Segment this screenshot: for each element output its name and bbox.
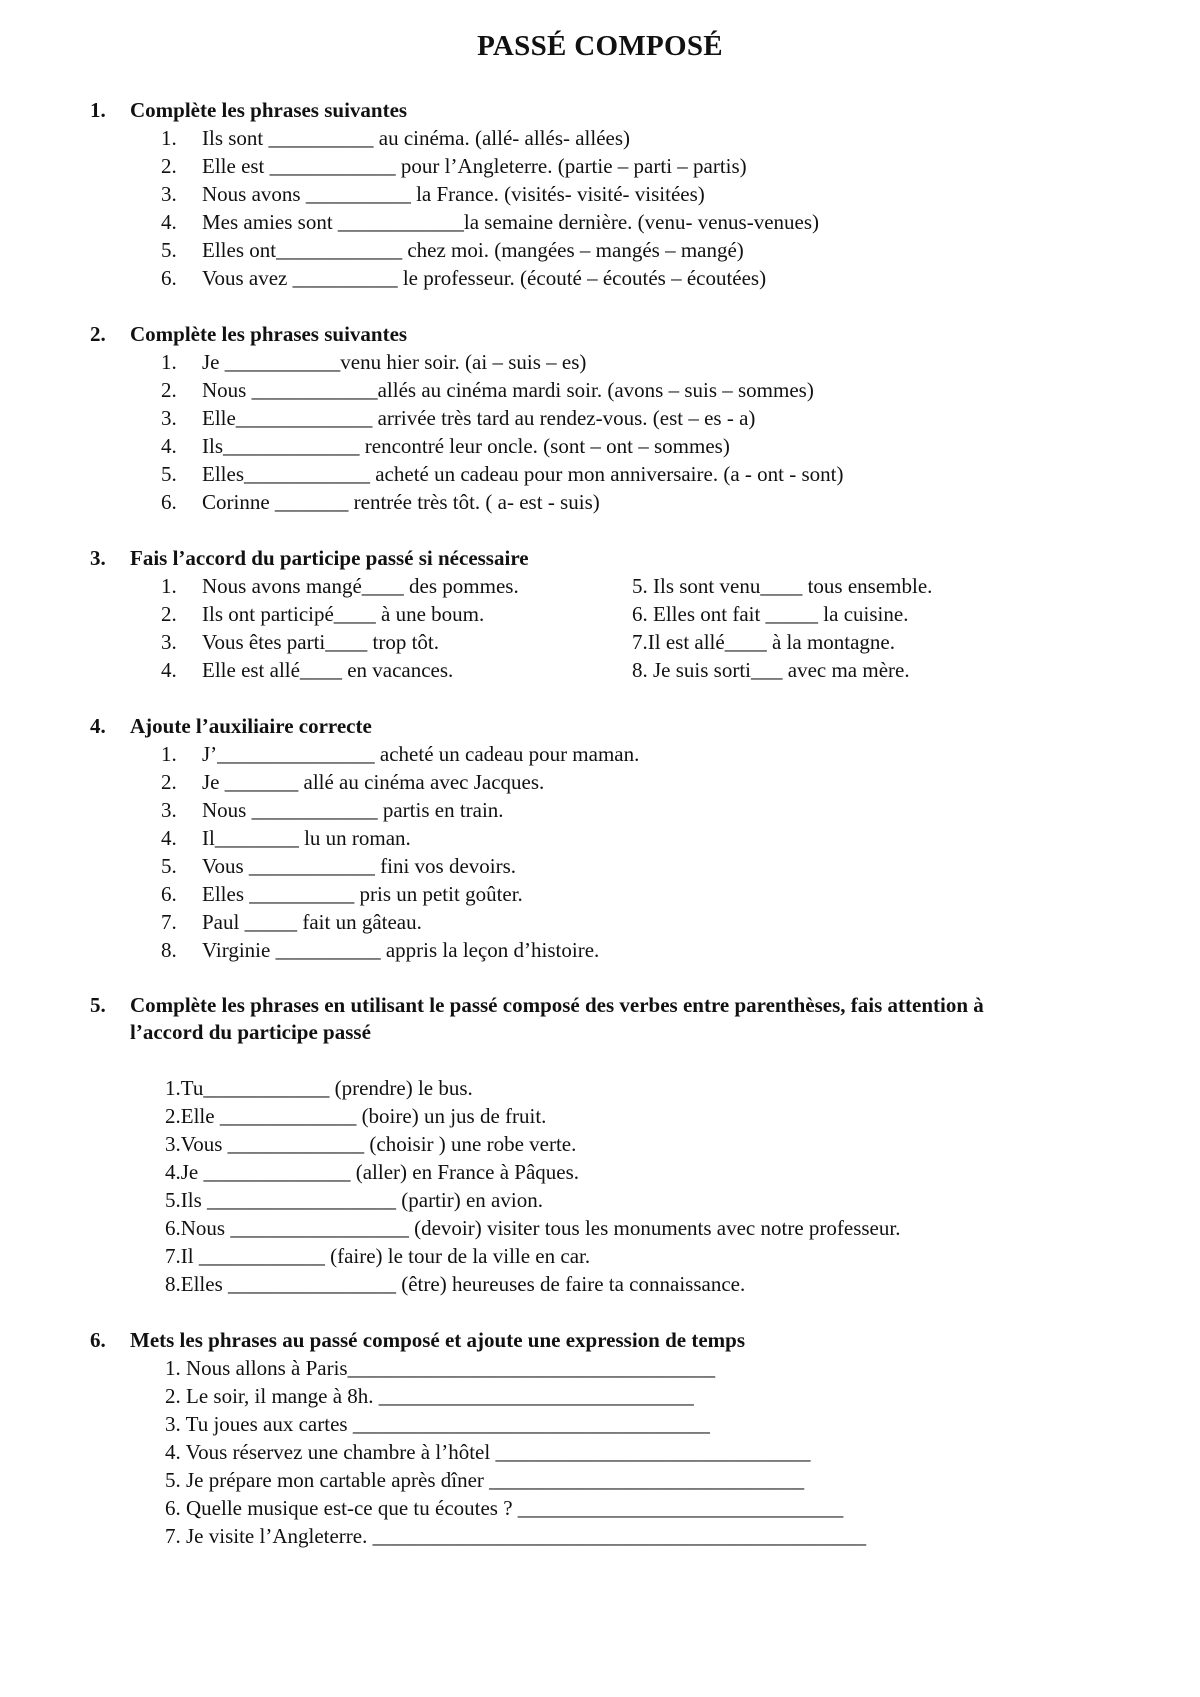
item-number: 4.: [161, 826, 177, 850]
item-number: 2.: [161, 154, 177, 178]
item-number: 6.: [161, 882, 177, 906]
item-number: 4.: [161, 658, 177, 682]
exercise-list: [90, 740, 1150, 964]
list-item: [90, 460, 1150, 488]
item-text: Ils ont participé____ à une boum.: [202, 602, 485, 626]
list-item: [90, 572, 610, 600]
item-text: Il________ lu un roman.: [202, 826, 411, 850]
list-item: [90, 600, 610, 628]
list-item: [90, 768, 1150, 796]
page-title: PASSÉ COMPOSÉ: [477, 30, 723, 62]
list-item: [90, 936, 1150, 964]
list-item: [90, 180, 1150, 208]
list-item: 4.Je ______________ (aller) en France à Pâques.: [165, 1160, 580, 1184]
section-5-heading: [90, 992, 1150, 1046]
list-item: 3.Vous _____________ (choisir ) une robe verte.: [165, 1132, 577, 1156]
item-number: 1.: [161, 742, 177, 766]
list-item: [90, 432, 1150, 460]
section-title: Mets les phrases au passé composé et ajoute une expression de temps: [130, 1328, 745, 1352]
item-text: Elles ont____________ chez moi. (mangées – mangés – mangé): [202, 238, 744, 262]
item-number: 2.: [161, 378, 177, 402]
spacer: [90, 1046, 1150, 1074]
item-text: Nous avons __________ la France. (visités- visité- visitées): [202, 182, 705, 206]
list-item: 6.Nous _________________ (devoir) visiter tous les monuments avec notre professeur.: [165, 1216, 901, 1240]
section-number: 3.: [90, 546, 106, 570]
item-number: 4.: [161, 434, 177, 458]
section-6: [90, 1327, 1150, 1550]
section-2-heading: [90, 321, 1150, 348]
item-text: Elles____________ acheté un cadeau pour mon anniversaire. (a - ont - sont): [202, 462, 844, 486]
item-text: Elle est ____________ pour l’Angleterre. (partie – parti – partis): [202, 154, 747, 178]
list-item: 4. Vous réservez une chambre à l’hôtel ______________________________: [165, 1440, 811, 1464]
item-number: 1.: [161, 574, 177, 598]
item-text: Nous ____________ partis en train.: [202, 798, 504, 822]
item-text: Elle est allé____ en vacances.: [202, 658, 454, 682]
item-text: Mes amies sont ____________la semaine dernière. (venu- venus-venues): [202, 210, 819, 234]
section-title: Fais l’accord du participe passé si nécessaire: [130, 546, 529, 570]
list-item: 7.Il est allé____ à la montagne.: [632, 630, 896, 654]
item-text: Elle_____________ arrivée très tard au rendez-vous. (est – es - a): [202, 406, 756, 430]
section-title: Complète les phrases suivantes: [130, 322, 408, 346]
section-title: Complète les phrases suivantes: [130, 98, 408, 122]
section-2: [90, 321, 1150, 516]
list-item: [90, 376, 1150, 404]
item-number: 3.: [161, 182, 177, 206]
list-item: 3. Tu joues aux cartes __________________________________: [165, 1412, 710, 1436]
item-text: Je ___________venu hier soir. (ai – suis – es): [202, 350, 587, 374]
list-item: [90, 236, 1150, 264]
list-item: 1.Tu____________ (prendre) le bus.: [165, 1076, 473, 1100]
list-item: 2. Le soir, il mange à 8h. ______________________________: [165, 1384, 694, 1408]
item-text: Vous êtes parti____ trop tôt.: [202, 630, 440, 654]
section-3-heading: [90, 545, 1150, 572]
item-number: 2.: [161, 770, 177, 794]
item-number: 7.: [161, 910, 177, 934]
item-number: 3.: [161, 630, 177, 654]
list-item: 7. Je visite l’Angleterre. _______________________________________________: [165, 1524, 867, 1548]
section-title-line-2: l’accord du participe passé: [130, 1020, 371, 1044]
list-item: [90, 404, 1150, 432]
item-number: 4.: [161, 210, 177, 234]
item-number: 5.: [161, 462, 177, 486]
list-item: [90, 880, 1150, 908]
item-text: Corinne _______ rentrée très tôt. ( a- est - suis): [202, 490, 600, 514]
section-1: [90, 97, 1150, 292]
item-number: 5.: [161, 238, 177, 262]
list-item: [90, 152, 1150, 180]
list-item: 5.Ils __________________ (partir) en avion.: [165, 1188, 543, 1212]
list-item: [90, 824, 1150, 852]
section-1-heading: [90, 97, 1150, 124]
exercise-list: [90, 1354, 1150, 1550]
item-number: 6.: [161, 266, 177, 290]
list-item: 7.Il ____________ (faire) le tour de la ville en car.: [165, 1244, 591, 1268]
item-text: Vous ____________ fini vos devoirs.: [202, 854, 517, 878]
section-title-line-1: Complète les phrases en utilisant le passé composé des verbes entre parenthèses, fais attention à: [130, 993, 984, 1017]
item-number: 1.: [161, 126, 177, 150]
section-6-heading: [90, 1327, 1150, 1354]
list-item: [90, 656, 610, 684]
item-text: Elles __________ pris un petit goûter.: [202, 882, 523, 906]
item-number: 1.: [161, 350, 177, 374]
exercise-list: [90, 124, 1150, 292]
list-item: 8.Elles ________________ (être) heureuses de faire ta connaissance.: [165, 1272, 746, 1296]
list-item: [90, 740, 1150, 768]
section-5: [90, 992, 1150, 1298]
list-item: [90, 208, 1150, 236]
item-text: Nous avons mangé____ des pommes.: [202, 574, 519, 598]
item-text: Je _______ allé au cinéma avec Jacques.: [202, 770, 545, 794]
item-text: Vous avez __________ le professeur. (écouté – écoutés – écoutées): [202, 266, 767, 290]
section-number: 4.: [90, 714, 106, 738]
section-4: [90, 713, 1150, 964]
left-column: [90, 572, 610, 684]
item-number: 6.: [161, 490, 177, 514]
list-item: [90, 628, 610, 656]
item-text: Nous ____________allés au cinéma mardi soir. (avons – suis – sommes): [202, 378, 814, 402]
section-number: 6.: [90, 1328, 106, 1352]
section-number: 2.: [90, 322, 106, 346]
item-text: Virginie __________ appris la leçon d’histoire.: [202, 938, 600, 962]
item-text: Ils sont __________ au cinéma. (allé- allés- allées): [202, 126, 631, 150]
item-text: Ils_____________ rencontré leur oncle. (sont – ont – sommes): [202, 434, 730, 458]
list-item: [90, 348, 1150, 376]
exercise-list: [90, 348, 1150, 516]
two-column-exercise: [90, 572, 1150, 684]
item-text: Paul _____ fait un gâteau.: [202, 910, 422, 934]
item-number: 3.: [161, 798, 177, 822]
section-4-heading: [90, 713, 1150, 740]
item-number: 5.: [161, 854, 177, 878]
list-item: [90, 124, 1150, 152]
exercise-list: [90, 1074, 1150, 1298]
item-number: 3.: [161, 406, 177, 430]
list-item: 6. Elles ont fait _____ la cuisine.: [632, 602, 909, 626]
list-item: 5. Ils sont venu____ tous ensemble.: [632, 574, 933, 598]
list-item: 8. Je suis sorti___ avec ma mère.: [632, 658, 910, 682]
list-item: [90, 908, 1150, 936]
list-item: [90, 852, 1150, 880]
section-3: [90, 545, 1150, 684]
list-item: 1. Nous allons à Paris___________________________________: [165, 1356, 716, 1380]
item-number: 8.: [161, 938, 177, 962]
list-item: 2.Elle _____________ (boire) un jus de fruit.: [165, 1104, 547, 1128]
section-number: 5.: [90, 993, 106, 1017]
item-text: J’_______________ acheté un cadeau pour maman.: [202, 742, 640, 766]
list-item: [90, 796, 1150, 824]
list-item: 6. Quelle musique est-ce que tu écoutes ? _______________________________: [165, 1496, 844, 1520]
list-item: [90, 264, 1150, 292]
list-item: [90, 488, 1150, 516]
section-number: 1.: [90, 98, 106, 122]
section-title: Ajoute l’auxiliaire correcte: [130, 714, 372, 738]
list-item: 5. Je prépare mon cartable après dîner ______________________________: [165, 1468, 805, 1492]
item-number: 2.: [161, 602, 177, 626]
right-column: [632, 572, 1152, 684]
